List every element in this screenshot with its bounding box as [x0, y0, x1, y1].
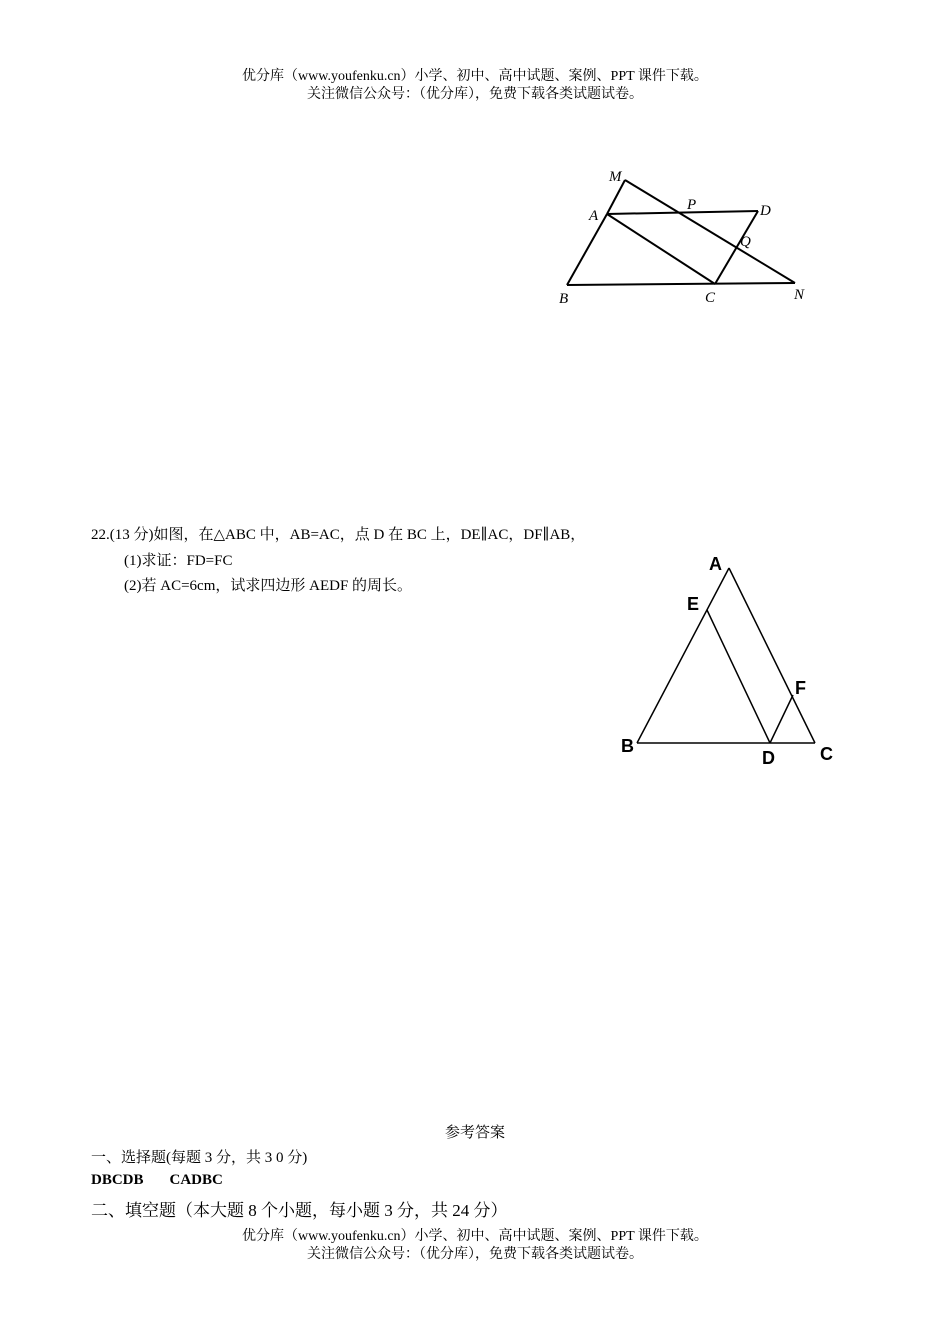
header-line-1: 优分库（www.youfenku.cn）小学、初中、高中试题、案例、PPT 课件下载。 — [242, 69, 708, 84]
label-n: N — [794, 287, 805, 303]
multiple-choice-answers — [91, 1172, 223, 1189]
segment-bn — [567, 283, 795, 285]
label-b: B — [559, 291, 569, 307]
page-header — [0, 68, 950, 104]
mc-answers-group-2: CADBC — [169, 1172, 223, 1188]
label-a: A — [589, 208, 599, 224]
footer-line-1: 优分库（www.youfenku.cn）小学、初中、高中试题、案例、PPT 课件下载。 — [242, 1229, 708, 1244]
section-2-heading: 二、填空题（本大题 8 个小题，每小题 3 分，共 24 分） — [91, 1201, 508, 1220]
segment-am — [607, 180, 625, 214]
section-1-heading: 一、选择题(每题 3 分，共 3 0 分) — [91, 1150, 308, 1166]
question-22-part-2: (2)若 AC=6cm，试求四边形 AEDF 的周长。 — [124, 578, 413, 594]
label-m: M — [609, 169, 622, 185]
label-b: B — [621, 736, 634, 756]
question-22-stem: 22.(13 分)如图，在△ABC 中，AB=AC，点 D 在 BC 上，DE∥AC，DF∥AB， — [91, 527, 586, 543]
label-d: D — [762, 748, 775, 768]
page-footer — [0, 1228, 950, 1264]
segment-df — [770, 695, 793, 743]
segment-ab — [567, 214, 607, 285]
parallelogram-figure — [550, 160, 820, 310]
label-d: D — [760, 203, 771, 219]
segment-mn — [625, 180, 795, 283]
label-c: C — [820, 744, 833, 764]
mc-answers-group-1: DBCDB — [91, 1172, 144, 1188]
question-22-part-1: (1)求证：FD=FC — [124, 553, 233, 569]
segment-de — [707, 610, 770, 743]
segment-ad — [607, 211, 758, 214]
footer-line-2: 关注微信公众号：（优分库），免费下载各类试题试卷。 — [307, 1247, 643, 1262]
label-f: F — [795, 678, 806, 698]
label-e: E — [687, 594, 700, 614]
segment-ab — [637, 568, 729, 743]
label-q: Q — [740, 234, 751, 250]
label-a: A — [709, 554, 722, 574]
label-p: P — [687, 197, 697, 213]
segment-ac — [729, 568, 815, 743]
answer-key-title: 参考答案 — [444, 1125, 505, 1141]
triangle-figure — [615, 550, 850, 775]
header-line-2: 关注微信公众号：（优分库），免费下载各类试题试卷。 — [307, 87, 643, 102]
label-c: C — [705, 290, 716, 306]
